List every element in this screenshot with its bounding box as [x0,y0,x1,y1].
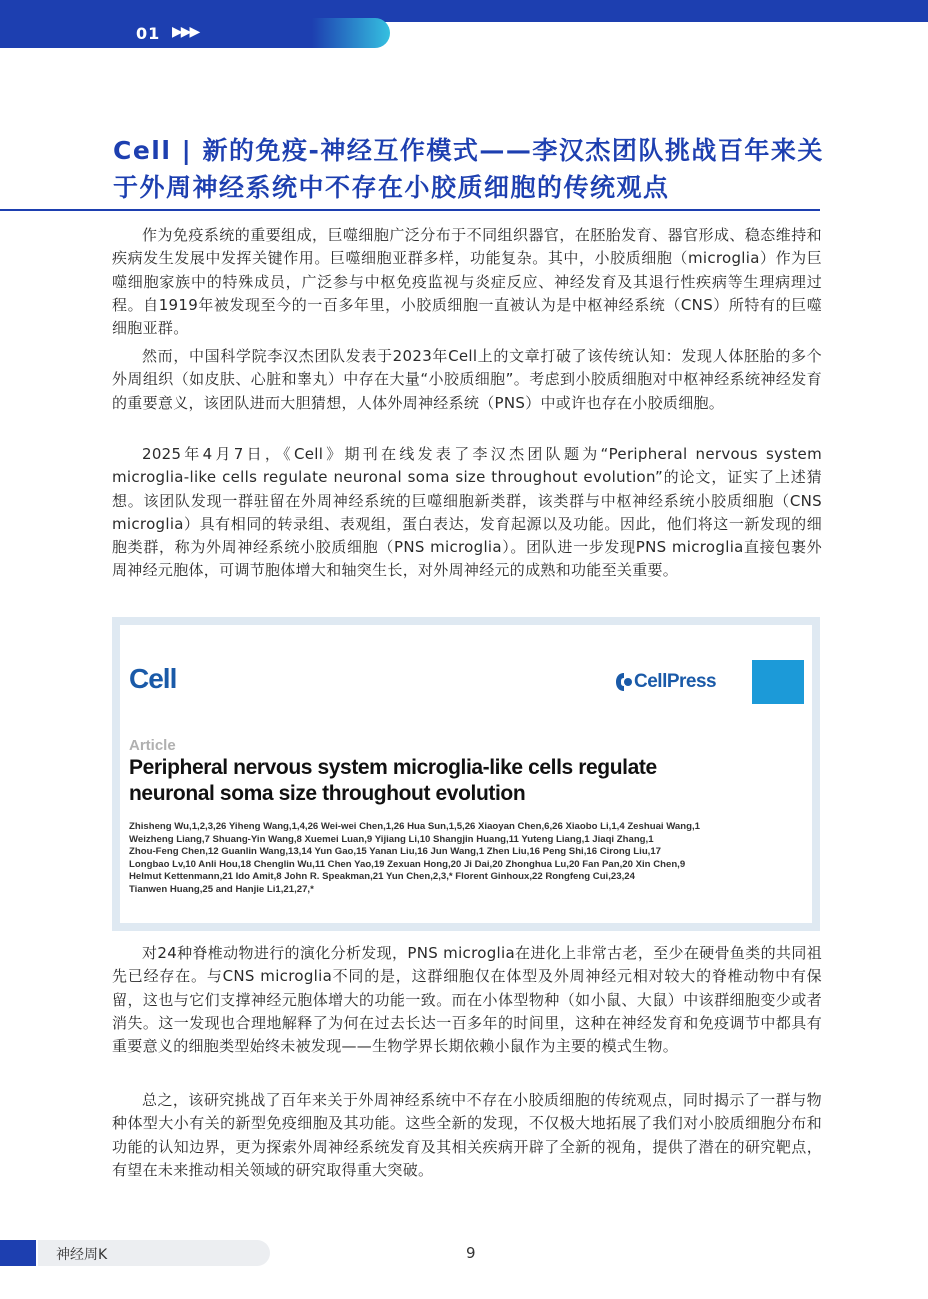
paragraph-1: 作为免疫系统的重要组成，巨噬细胞广泛分布于不同组织器官，在胚胎发育、器官形成、稳态维持和疾病发生发展中发挥关键作用。巨噬细胞亚群多样，功能复杂。其中，小胶质细胞（microglia）作为巨噬细胞家族中的特殊成员，广泛参与中枢免疫监视与炎症反应、神经发育及其退行性疾病等生理病理过程。自1919年被发现至今的一百多年里，小胶质细胞一直被认为是中枢神经系统（CNS）所特有的巨噬细胞亚群。 [112,226,822,338]
author-line: Zhou-Feng Chen,12 Guanlin Wang,13,14 Yun Gao,15 Yanan Liu,16 Jun Wang,1 Zhen Liu,16 Peng Shi,16 Cirong Liu,17 [129,846,662,858]
paragraph-4: 对24种脊椎动物进行的演化分析发现，PNS microglia在进化上非常古老，至少在硬骨鱼类的共同祖先已经存在。与CNS microglia不同的是，这群细胞仅在体型及外周神经元相对较大的脊椎动物中有保留，这也与它们支撑神经元胞体增大的功能一致。而在小体型物种（如小鼠、大鼠）中该群细胞变少或者消失。这一发现也合理地解释了为何在过去长达一百多年的时间里，这种在神经发育和免疫调节中都具有重要意义的细胞类型始终未被发现——生物学界长期依赖小鼠作为主要的模式生物。 [112,944,822,1056]
paragraph-5: 总之，该研究挑战了百年来关于外周神经系统中不存在小胶质细胞的传统观点，同时揭示了一群与物种体型大小有关的新型免疫细胞及其功能。这些全新的发现，不仅极大地拓展了我们对小胶质细胞分布和功能的认知边界，更为探索外周神经系统发育及其相关疾病开辟了全新的视角，提供了潜在的研究靶点，有望在未来推动相关领域的研究取得重大突破。 [112,1091,822,1179]
cell-journal-logo: Cell [129,663,177,694]
arrows-icon: ▶▶▶ [172,24,199,40]
author-line: Tianwen Huang,25 and Hanjie Li1,21,27,* [129,883,314,895]
author-line: Helmut Kettenmann,21 Ido Amit,8 John R. Speakman,21 Yun Chen,2,3,* Florent Ginhoux,22 Rongfeng Cui,23,24 [129,871,635,883]
paragraph-3: 2025年4月7日，《Cell》期刊在线发表了李汉杰团队题为“Peripheral nervous system microglia-like cells regulate neuronal soma size throughout evolution”的论文，证实了上述猜想。该团队发现一群驻留在外周神经系统的巨噬细胞新类群，该类群与中枢神经系统小胶质细胞（CNS microglia）具有相同的转录组、表观组，蛋白表达，发育起源以及功能。因此，他们将这一新发现的细胞类群，称为外周神经系统小胶质细胞（PNS microglia）。团队进一步发现PNS microglia直接包裹外周神经元胞体，可调节胞体增大和轴突生长，对外周神经元的成熟和功能至关重要。 [112,445,822,580]
author-line: Zhisheng Wu,1,2,3,26 Yiheng Wang,1,4,26 Wei-wei Chen,1,26 Hua Sun,1,5,26 Xiaoyan Chen,6,26 Xiaobo Li,1,4 Zeshuai Wang,1 [129,821,700,832]
article-heading: Cell | 新的免疫-神经互作模式——李汉杰团队挑战百年来关于外周神经系统中不存在小胶质细胞的传统观点 [113,136,824,202]
cell-brand-square [752,660,804,704]
author-line: Weizheng Liang,7 Shuang-Yin Wang,8 Xuemei Luan,9 Yijiang Li,10 Shangjin Huang,11 Yuteng Liang,1 Jiaqi Zhang,1 [129,833,654,845]
article-type-label: Article [129,737,176,754]
paper-screenshot-figure [112,617,820,931]
author-list [129,821,769,897]
page-number: 9 [466,1244,476,1262]
section-number: 01 [136,24,161,43]
paper-header-card [120,625,812,923]
cellpress-wordmark: CellPress [634,671,717,692]
publication-name: 神经周K [56,1247,108,1263]
footer-accent [0,1240,36,1266]
author-line: Longbao Lv,10 Anli Hou,18 Chenglin Wu,11 Chen Yao,19 Zexuan Hong,20 Ji Dai,20 Zhonghua Lu,20 Fan Pan,20 Xin Chen,9 [129,858,686,870]
paper-title: Peripheral nervous system microglia-like cells regulate neuronal soma size throughout evolution [129,756,657,805]
title-divider [0,209,820,211]
paragraph-2: 然而，中国科学院李汉杰团队发表于2023年Cell上的文章打破了该传统认知：发现人体胚胎的多个外周组织（如皮肤、心脏和睾丸）中存在大量“小胶质细胞”。考虑到小胶质细胞对中枢神经系统神经发育的重要意义，该团队进而大胆猜想，人体外周神经系统（PNS）中或许也存在小胶质细胞。 [112,347,822,412]
cellpress-logo-icon [614,671,634,693]
